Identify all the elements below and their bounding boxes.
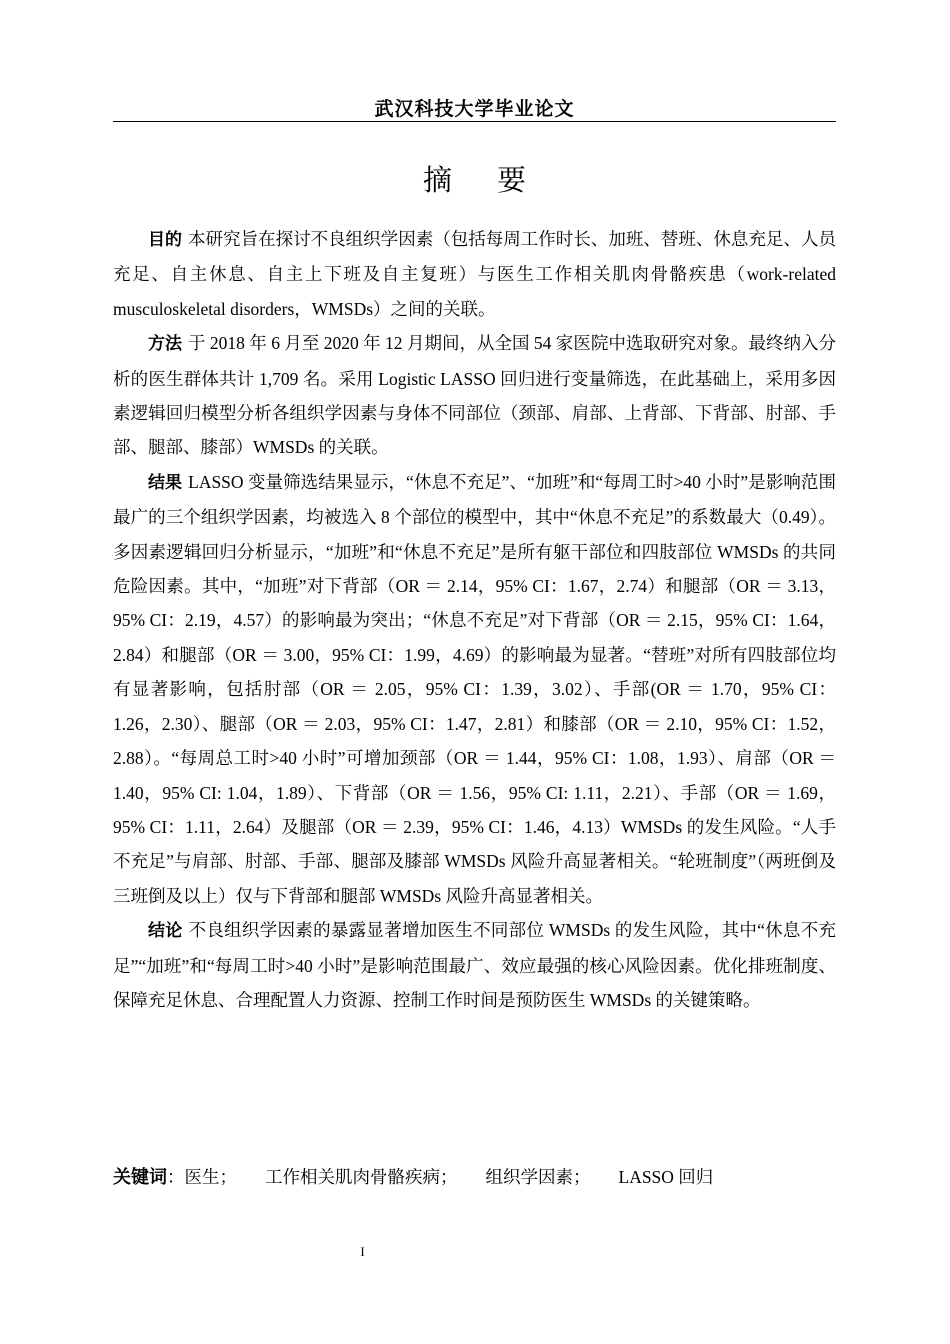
paragraph-objective [113,222,836,326]
abstract-title-char-1: 摘 [422,163,453,197]
paragraph-conclusion [113,913,836,1017]
paragraph-text: 不良组织学因素的暴露显著增加医生不同部位 WMSDs 的发生风险，其中“休息不充足”“加班”和“每周工时>40 小时”是影响范围最广、效应最强的核心风险因素。优化排班制度、保障充足休息、合理配置人力资源、控制工作时间是预防医生 WMSDs 的关键策略。 [113,920,837,1010]
abstract-title-char-2: 要 [497,163,528,197]
paragraph-text: LASSO 变量筛选结果显示，“休息不充足”、“加班”和“每周工时>40 小时”是影响范围最广的三个组织学因素，均被选入 8 个部位的模型中，其中“休息不充足”的系数最大（0.49）。多因素逻辑回归分析显示，“加班”和“休息不充足”是所有躯干部位和四肢部位 WMSDs 的共同危险因素。其中，“加班”对下背部（OR ＝ 2.14，95% CI：1.67，2.74）和腿部（OR ＝ 3.13，95% CI：2.19，4.57）的影响最为突出；“休息不充足”对下背部（OR ＝ 2.15，95% CI：1.64，2.84）和腿部（OR ＝ 3.00，95% CI：1.99，4.69）的影响最为显著。“替班”对所有四肢部位均有显著影响，包括肘部（OR ＝ 2.05，95% CI：1.39，3.02）、手部(OR ＝ 1.70，95% CI：1.26，2.30）、腿部（OR ＝ 2.03，95% CI：1.47，2.81）和膝部（OR ＝ 2.10，95% CI：1.52，2.88）。“每周总工时>40 小时”可增加颈部（OR ＝ 1.44，95% CI：1.08，1.93）、肩部（OR ＝ 1.40，95% CI: 1.04，1.89）、下背部（OR ＝ 1.56，95% CI: 1.11，2.21）、手部（OR ＝ 1.69，95% CI：1.11，2.64）及腿部（OR ＝ 2.39，95% CI：1.46，4.13）WMSDs 的发生风险。“人手不充足”与肩部、肘部、手部、腿部及膝部 WMSDs 风险升高显著相关。“轮班制度”（两班倒及三班倒及以上）仅与下背部和腿部 WMSDs 风险升高显著相关。 [113,471,836,906]
running-header: 武汉科技大学毕业论文 [374,98,575,120]
abstract-title [0,158,950,199]
paragraph-label: 结果 [148,472,183,493]
keyword-item: 工作相关肌肉骨骼疾病； [265,1167,458,1187]
paragraph-label: 方法 [148,334,183,355]
paragraph-text: 于 2018 年 6 月至 2020 年 12 月期间，从全国 54 家医院中选取研究对象。最终纳入分析的医生群体共计 1,709 名。采用 Logistic LASSO 回归进行变量筛选，在此基础上，采用多因素逻辑回归模型分析各组织学因素与身体不同部位（颈部、肩部、上背部、下背部、肘部、手部、腿部、膝部）WMSDs 的关联。 [113,333,837,458]
page-number: I [360,1244,365,1259]
keywords-label: 关键词 [113,1167,167,1188]
paragraph-methods [113,326,836,465]
paragraph-results [113,465,836,913]
keyword-item: 医生； [184,1167,237,1187]
keywords-line [113,1160,836,1195]
keyword-item: LASSO 回归 [618,1167,714,1187]
paragraph-label: 目的 [148,230,183,250]
header-rule [113,121,836,122]
keywords-colon: ： [167,1167,185,1187]
paragraph-text: 本研究旨在探讨不良组织学因素（包括每周工作时长、加班、替班、休息充足、人员充足、自主休息、自主上下班及自主复班）与医生工作相关肌肉骨骼疾患（work-related musculoskeletal disorders，WMSDs）之间的关联。 [113,229,837,319]
keyword-item: 组织学因素； [485,1167,591,1187]
abstract-body [113,222,836,1017]
paragraph-label: 结论 [148,921,183,942]
